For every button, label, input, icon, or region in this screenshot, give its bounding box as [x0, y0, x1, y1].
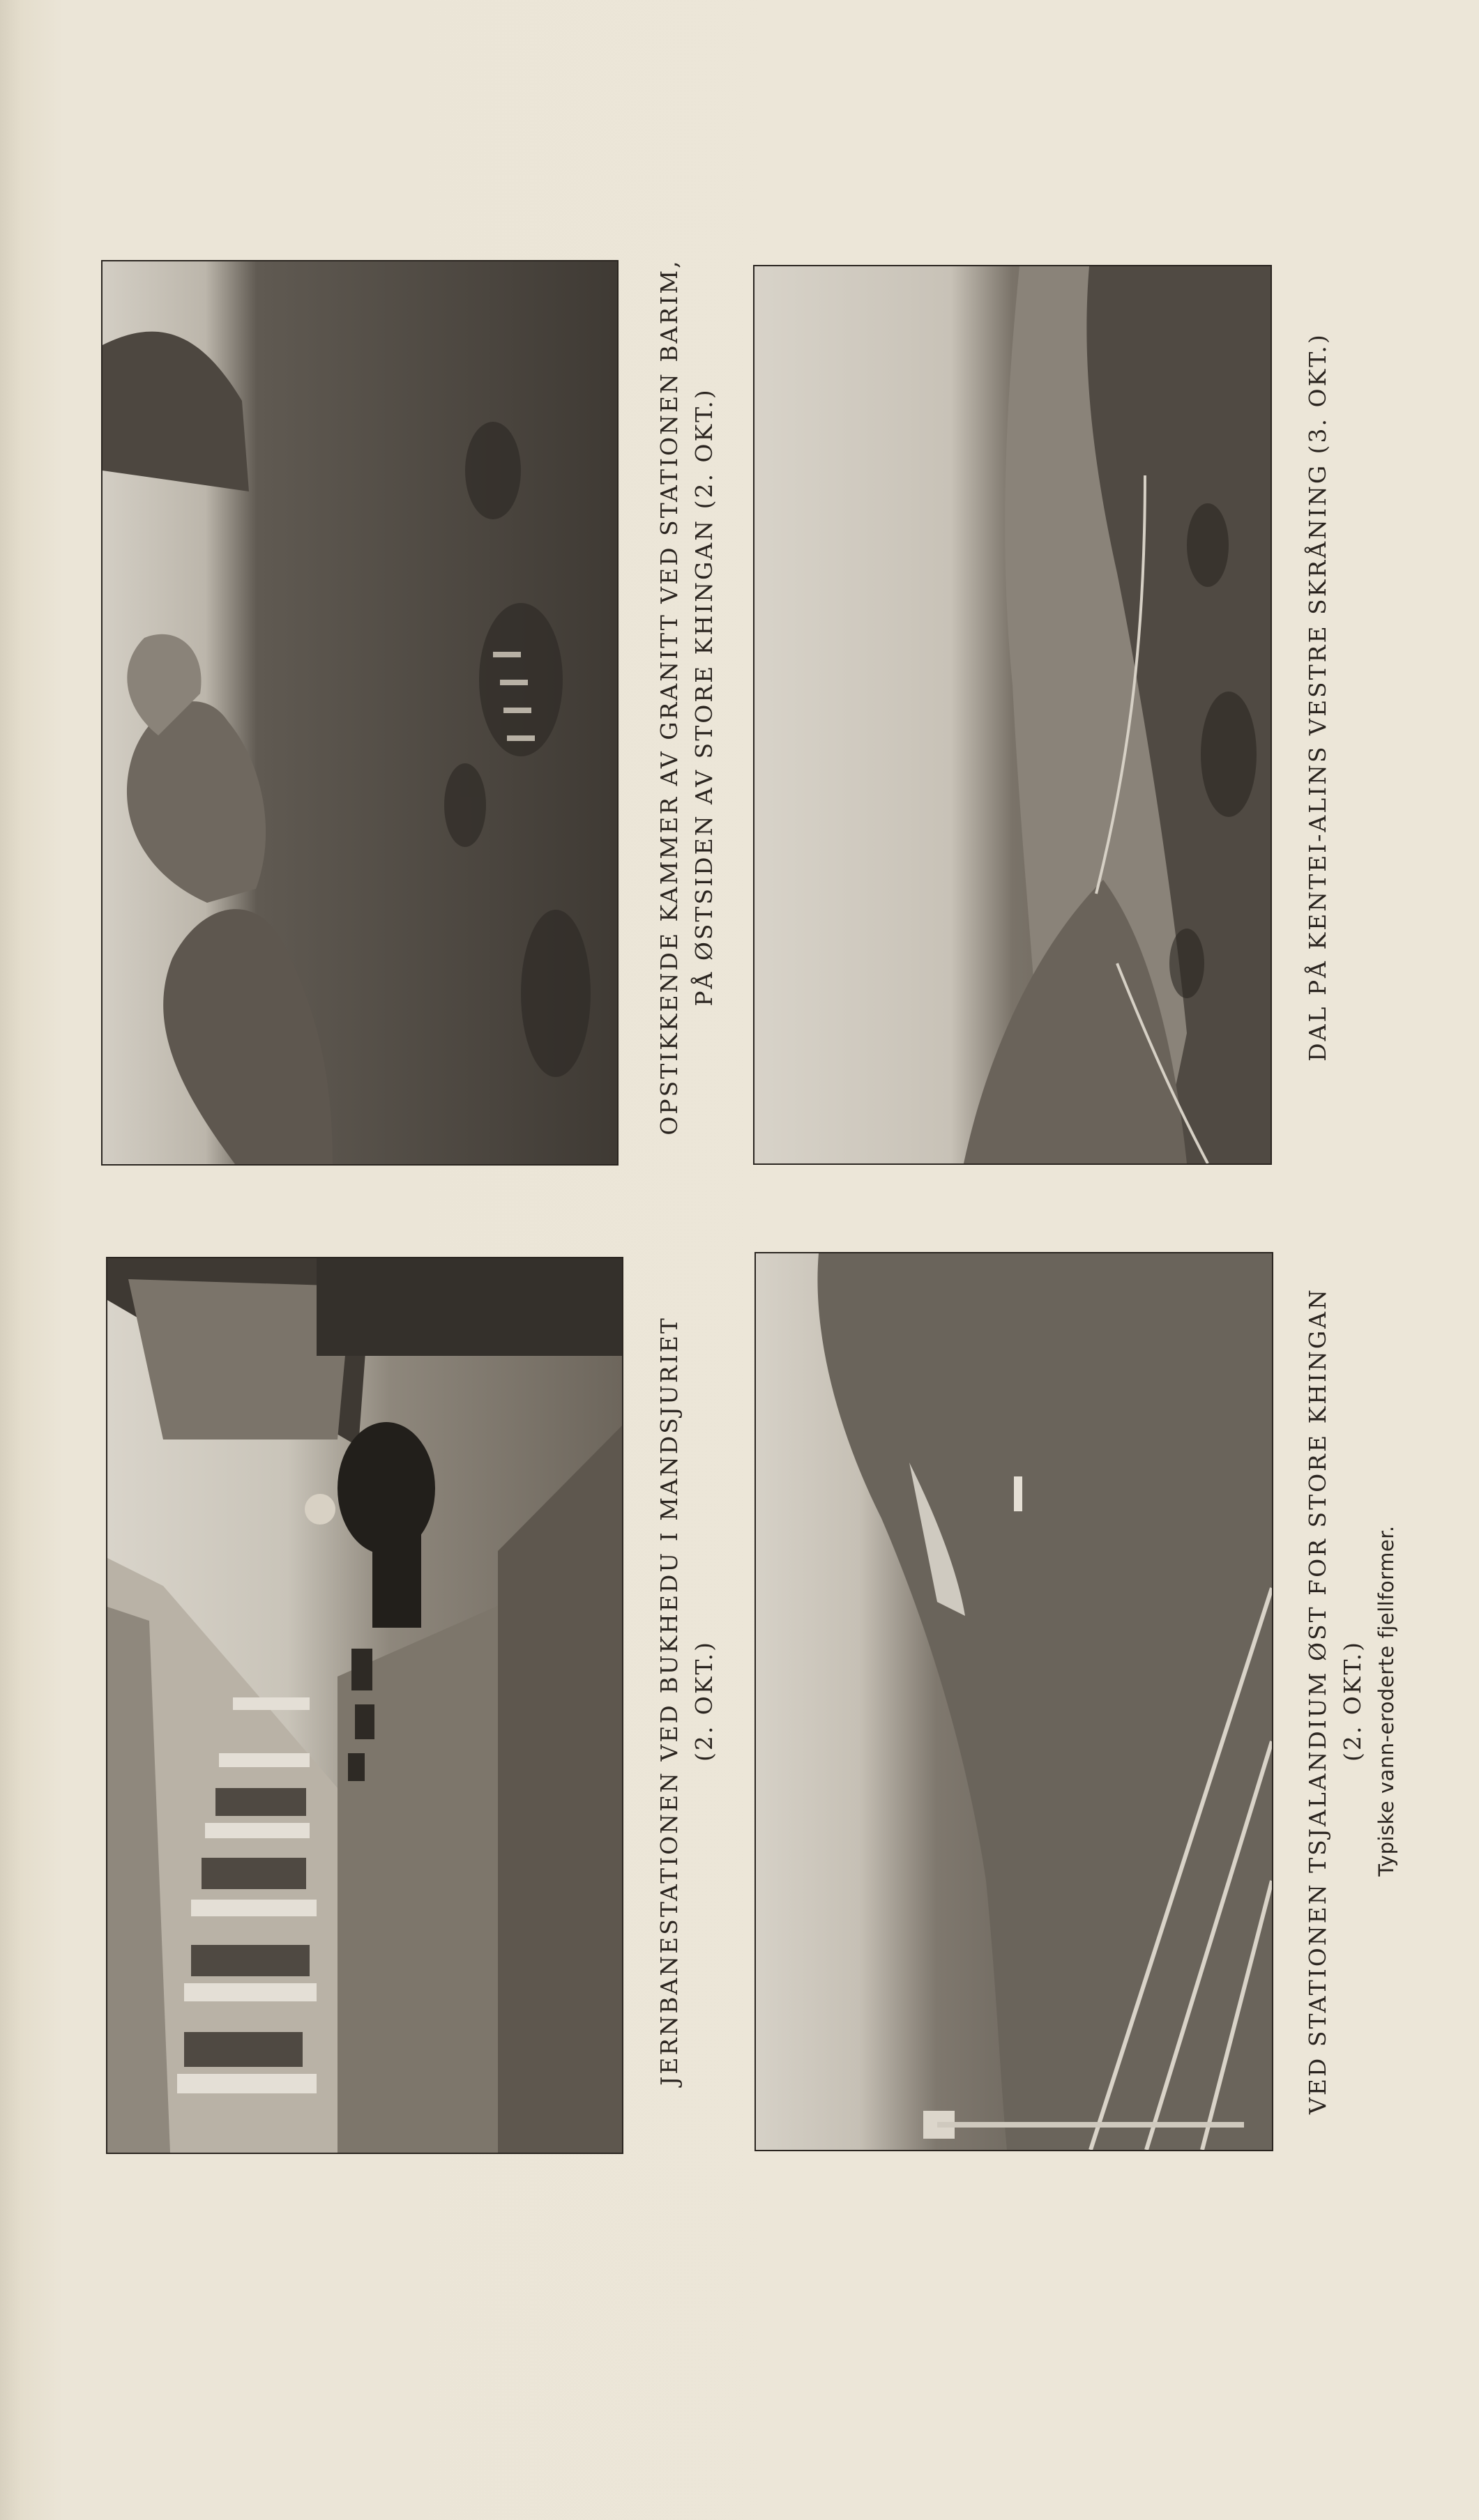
caption-bukhedu-line-1: JERNBANESTATIONEN VED BUKHEDU I MANDSJURIET: [655, 1316, 683, 2086]
caption-barim-line-2: PÅ ØSTSIDEN AV STORE KHINGAN (2. OKT.): [690, 388, 718, 1007]
caption-kentei-alin: [1300, 244, 1335, 1150]
caption-tsjalandium-note: Typiske vann-eroderte fjellformer.: [1374, 1525, 1398, 1877]
caption-kentei-alin-line-1: DAL PÅ KENTEI-ALINS VESTRE SKRÅNING (3. OKT.): [1304, 333, 1331, 1062]
photo-bukhedu-station: [106, 1257, 623, 2154]
photo-tsjalandium-railway: [754, 1252, 1273, 2151]
caption-tsjalandium-line-2: (2. OKT.): [1339, 1640, 1366, 1762]
caption-bukhedu-line-2: (2. OKT.): [690, 1640, 718, 1762]
caption-tsjalandium-line-1: VED STATIONEN TSJALANDIUM ØST FOR STORE KHINGAN: [1304, 1288, 1331, 2114]
photo-barim-granite: [101, 260, 619, 1166]
caption-bukhedu: [652, 1248, 722, 2154]
caption-barim-line-1: OPSTIKKENDE KAMMER AV GRANITT VED STATIONEN BARIM,: [655, 259, 683, 1136]
caption-barim: [652, 244, 722, 1150]
caption-tsjalandium: [1300, 1248, 1402, 2154]
photo-kentei-alin-valley: [753, 265, 1272, 1165]
